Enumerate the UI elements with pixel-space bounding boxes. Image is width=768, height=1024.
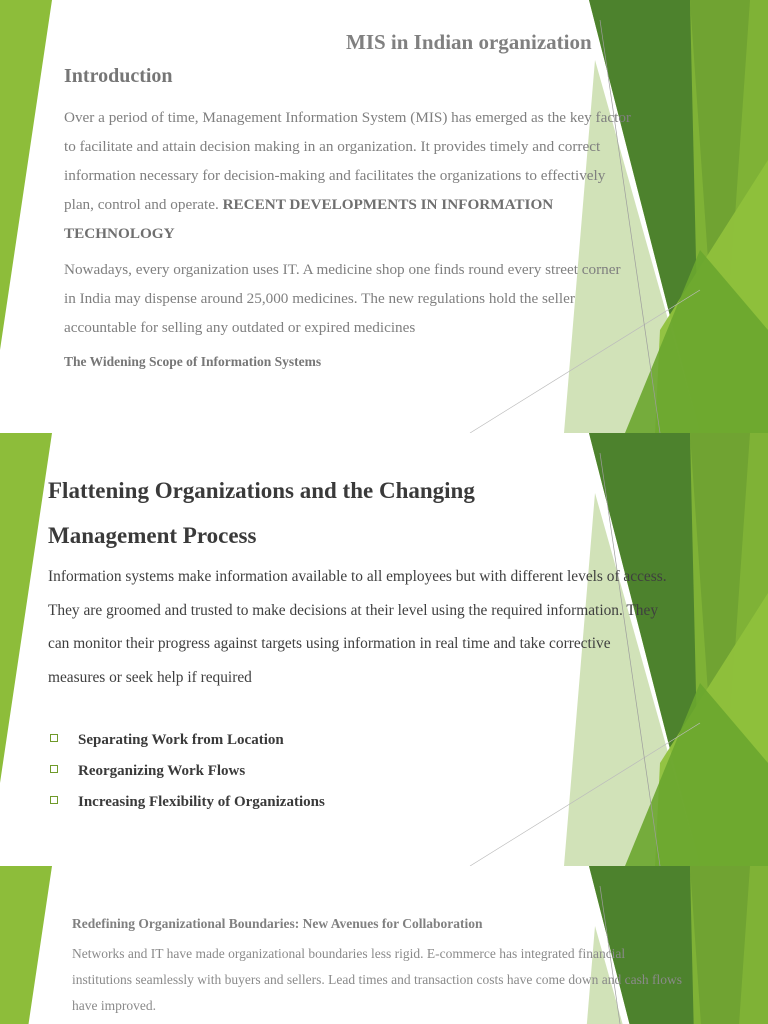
list-item (48, 728, 325, 759)
introduction-heading: Introduction (64, 65, 173, 87)
bullet-list (48, 728, 325, 821)
slide-3-paragraph: Networks and IT have made organizational boundaries less rigid. E-commerce has integrated financial institutions seamlessly with buyers and sellers. Lead times and transaction costs have come down and cash flows have improved. (72, 946, 682, 1013)
introduction-text: Over a period of time, Management Information System (MIS) has emerged as the key factor to facilitate and attain decision making in an organization. It provides timely and correct information necessary for decision-making and facilitates the organizations to effectively plan, control and operate. (64, 109, 631, 213)
list-item-label: Increasing Flexibility of Organizations (78, 794, 325, 810)
slide-3 (0, 866, 768, 1024)
slide-2 (0, 433, 768, 866)
slide-1-title: MIS in Indian organization (346, 30, 592, 54)
slide-2-paragraph: Information systems make information available to all employees but with different levels of access. They are groomed and trusted to make decisions at their level using the required information. They can monitor their progress against targets using information in real time and take corrective measures or seek help if required (48, 568, 667, 686)
introduction-paragraph (64, 103, 632, 248)
list-item-label: Reorganizing Work Flows (78, 763, 246, 779)
slide-1 (0, 0, 768, 433)
widening-scope-subheading: The Widening Scope of Information Systems (64, 354, 322, 369)
list-item (48, 759, 325, 790)
list-item-label: Separating Work from Location (78, 732, 284, 748)
it-usage-paragraph: Nowadays, every organization uses IT. A medicine shop one finds round every street corner in India may dispense around 25,000 medicines. The new regulations hold the seller accountable for selling any outdated or expired medicines (64, 261, 621, 336)
slide-2-title: Flattening Organizations and the Changing Management Process (48, 478, 475, 548)
recent-developments-heading: RECENT DEVELOPMENTS IN INFORMATION TECHNOLOGY (64, 196, 554, 242)
list-item (48, 790, 325, 821)
square-bullet-icon (50, 734, 58, 742)
square-bullet-icon (50, 765, 58, 773)
organizational-boundaries-subheading: Redefining Organizational Boundaries: New Avenues for Collaboration (72, 916, 483, 931)
square-bullet-icon (50, 796, 58, 804)
